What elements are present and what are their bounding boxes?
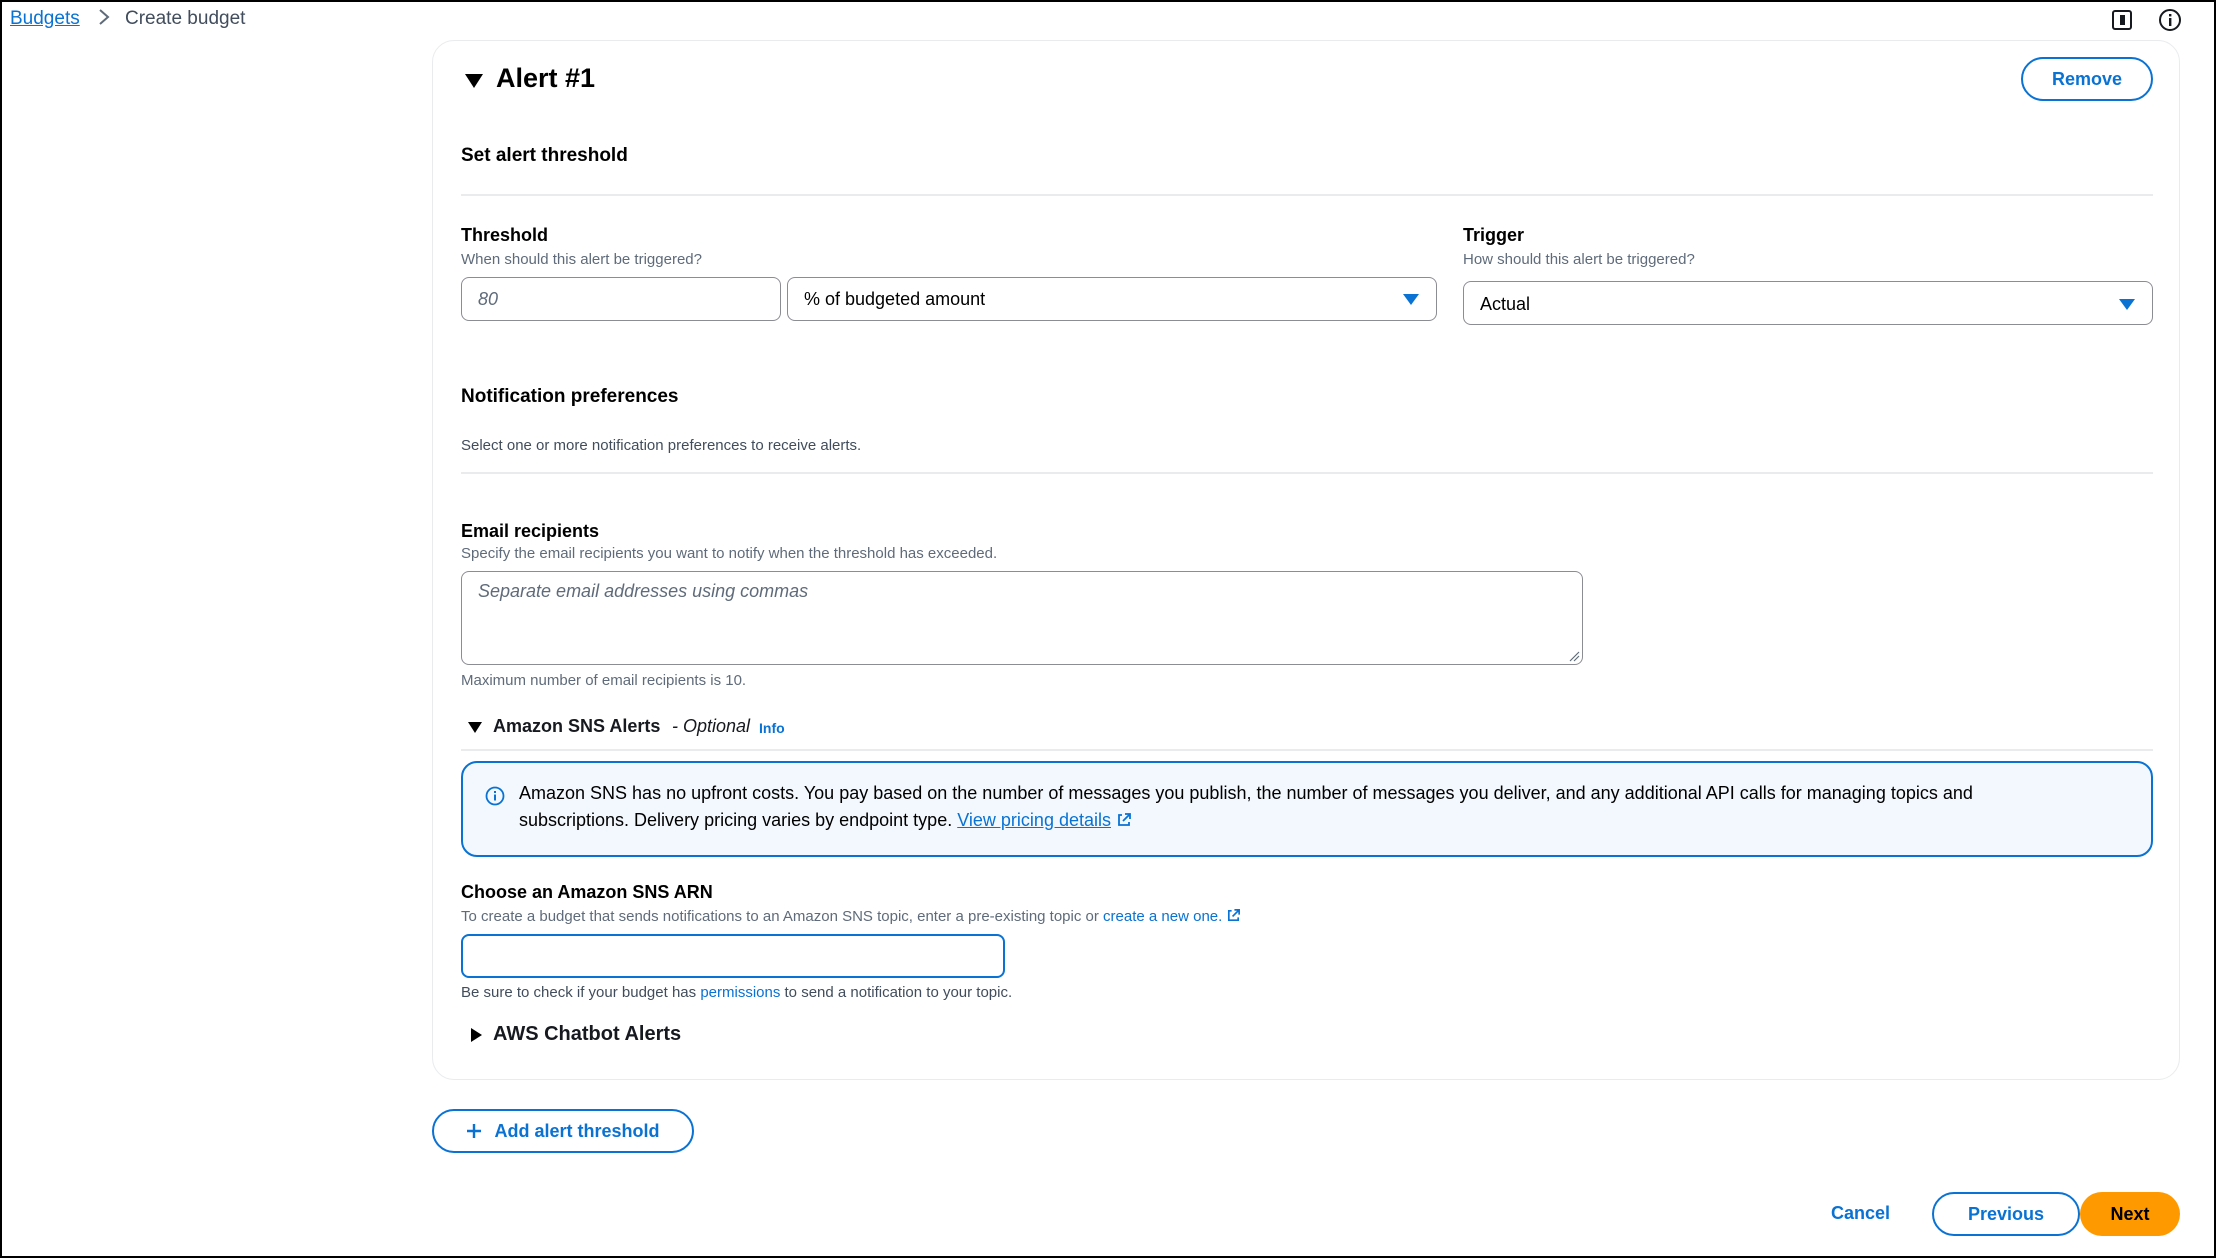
- breadcrumb-current: Create budget: [125, 8, 246, 29]
- chevron-right-icon: [94, 7, 114, 27]
- sns-optional-text: Optional: [683, 716, 751, 736]
- email-recipients-description: Specify the email recipients you want to notify when the threshold has exceeded.: [461, 545, 998, 562]
- threshold-value-input[interactable]: [461, 277, 781, 321]
- expand-chatbot-icon[interactable]: [471, 1028, 482, 1042]
- sns-info-link[interactable]: Info: [759, 720, 785, 736]
- collapse-alert-icon[interactable]: [465, 74, 483, 88]
- plus-icon: [466, 1123, 482, 1139]
- caret-down-icon: [2119, 299, 2135, 310]
- remove-button[interactable]: Remove: [2021, 57, 2153, 101]
- trigger-select[interactable]: [1463, 281, 2153, 325]
- add-alert-threshold-button[interactable]: [432, 1109, 694, 1153]
- next-button[interactable]: Next: [2080, 1192, 2180, 1236]
- caret-down-icon: [1403, 294, 1419, 305]
- threshold-description: When should this alert be triggered?: [461, 251, 702, 268]
- notification-prefs-title: Notification preferences: [461, 386, 679, 407]
- sns-info-text-line1: Amazon SNS has no upfront costs. You pay based on the number of messages you publish, the number of messages you deliver, and any additional API calls for managing topics and: [519, 783, 1973, 803]
- section-divider: [461, 194, 2153, 196]
- permissions-link[interactable]: permissions: [700, 984, 781, 1001]
- threshold-label: Threshold: [461, 225, 549, 245]
- email-recipients-label: Email recipients: [461, 521, 600, 541]
- collapse-sns-icon[interactable]: [468, 722, 482, 733]
- sns-info-text: subscriptions. Delivery pricing varies by endpoint type.: [519, 810, 953, 830]
- sns-arn-desc-text: To create a budget that sends notifications to an Amazon SNS topic, enter a pre-existing topic or: [461, 908, 1099, 925]
- section-divider: [461, 749, 2153, 751]
- top-bar: [2, 2, 2214, 38]
- email-recipients-textarea[interactable]: [461, 571, 1583, 665]
- alert-title: Alert #1: [496, 63, 596, 93]
- external-link-icon: [1116, 812, 1132, 828]
- sns-arn-description: [461, 908, 1241, 925]
- view-pricing-link[interactable]: View pricing details: [957, 810, 1111, 830]
- sns-info-box: [461, 761, 2153, 857]
- threshold-value-placeholder: 80: [478, 289, 499, 309]
- trigger-value: Actual: [1480, 294, 1531, 314]
- trigger-description: How should this alert be triggered?: [1463, 251, 1695, 268]
- sns-optional-label: - Optional: [672, 716, 751, 736]
- sns-info-text-line2: [519, 810, 1132, 831]
- sns-alerts-title[interactable]: Amazon SNS Alerts: [493, 716, 661, 736]
- external-link-icon: [1226, 908, 1241, 923]
- add-alert-threshold-label: Add alert threshold: [494, 1120, 660, 1141]
- previous-button[interactable]: Previous: [1932, 1192, 2080, 1236]
- panel-icon[interactable]: [2110, 8, 2134, 32]
- breadcrumb-budgets-link[interactable]: Budgets: [10, 8, 80, 29]
- alert-card: [432, 40, 2180, 1080]
- chatbot-alerts-title[interactable]: AWS Chatbot Alerts: [493, 1023, 682, 1045]
- sns-arn-input[interactable]: [461, 934, 1005, 978]
- section-divider: [461, 472, 2153, 474]
- sns-permissions-note: [461, 984, 1012, 1001]
- resize-handle-icon[interactable]: [1568, 650, 1580, 662]
- trigger-label: Trigger: [1463, 225, 1525, 245]
- perm-prefix: Be sure to check if your budget has: [461, 984, 697, 1001]
- info-circle-icon: [485, 786, 505, 806]
- info-icon[interactable]: [2158, 8, 2182, 32]
- create-topic-link[interactable]: create a new one.: [1103, 908, 1223, 925]
- threshold-section-title: Set alert threshold: [461, 145, 628, 166]
- threshold-unit-value: % of budgeted amount: [804, 289, 986, 309]
- threshold-unit-select[interactable]: [787, 277, 1437, 321]
- perm-suffix: to send a notification to your topic.: [784, 984, 1013, 1001]
- email-recipients-constraint: Maximum number of email recipients is 10.: [461, 672, 747, 689]
- sns-arn-label: Choose an Amazon SNS ARN: [461, 882, 713, 902]
- notification-prefs-description: Select one or more notification preferences to receive alerts.: [461, 437, 862, 454]
- email-recipients-placeholder: Separate email addresses using commas: [478, 581, 809, 601]
- cancel-button[interactable]: Cancel: [1831, 1203, 1891, 1223]
